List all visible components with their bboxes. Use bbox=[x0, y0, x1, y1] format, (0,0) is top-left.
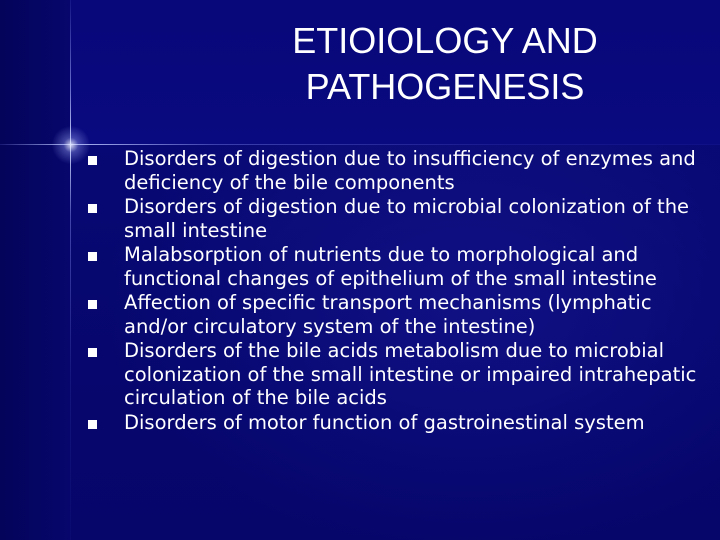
bullet-text: Disorders of the bile acids metabolism due to microbial colonization of the small intestine or impaired intrahepatic circulation of the bile acids bbox=[124, 339, 697, 409]
bullet-item bbox=[88, 243, 698, 290]
line-intersection-glow bbox=[50, 124, 92, 166]
bullet-item bbox=[88, 195, 698, 242]
bullet-list bbox=[88, 147, 698, 435]
bullet-text: Disorders of digestion due to insufficiency of enzymes and deficiency of the bile components bbox=[124, 147, 696, 194]
bullet-item bbox=[88, 339, 698, 410]
left-decor-band bbox=[0, 0, 70, 540]
bullet-text: Malabsorption of nutrients due to morphological and functional changes of epithelium of the small intestine bbox=[124, 243, 657, 290]
square-bullet-icon bbox=[88, 252, 97, 261]
bullet-text: Affection of specific transport mechanisms (lymphatic and/or circulatory system of the intestine) bbox=[124, 291, 652, 338]
vertical-accent-line bbox=[70, 0, 71, 540]
bullet-text: Disorders of digestion due to microbial colonization of the small intestine bbox=[124, 195, 690, 242]
square-bullet-icon bbox=[88, 156, 97, 165]
slide-title-line-2: PATHOGENESIS bbox=[305, 66, 585, 107]
slide-title-line-1: ETIOIOLOGY AND bbox=[292, 20, 598, 61]
square-bullet-icon bbox=[88, 348, 97, 357]
bullet-item bbox=[88, 147, 698, 194]
horizontal-accent-line bbox=[0, 144, 720, 145]
square-bullet-icon bbox=[88, 420, 97, 429]
bullet-text: Disorders of motor function of gastroinestinal system bbox=[124, 410, 645, 434]
slide-title bbox=[175, 18, 715, 110]
square-bullet-icon bbox=[88, 204, 97, 213]
bullet-item bbox=[88, 411, 698, 435]
square-bullet-icon bbox=[88, 300, 97, 309]
bullet-item bbox=[88, 291, 698, 338]
